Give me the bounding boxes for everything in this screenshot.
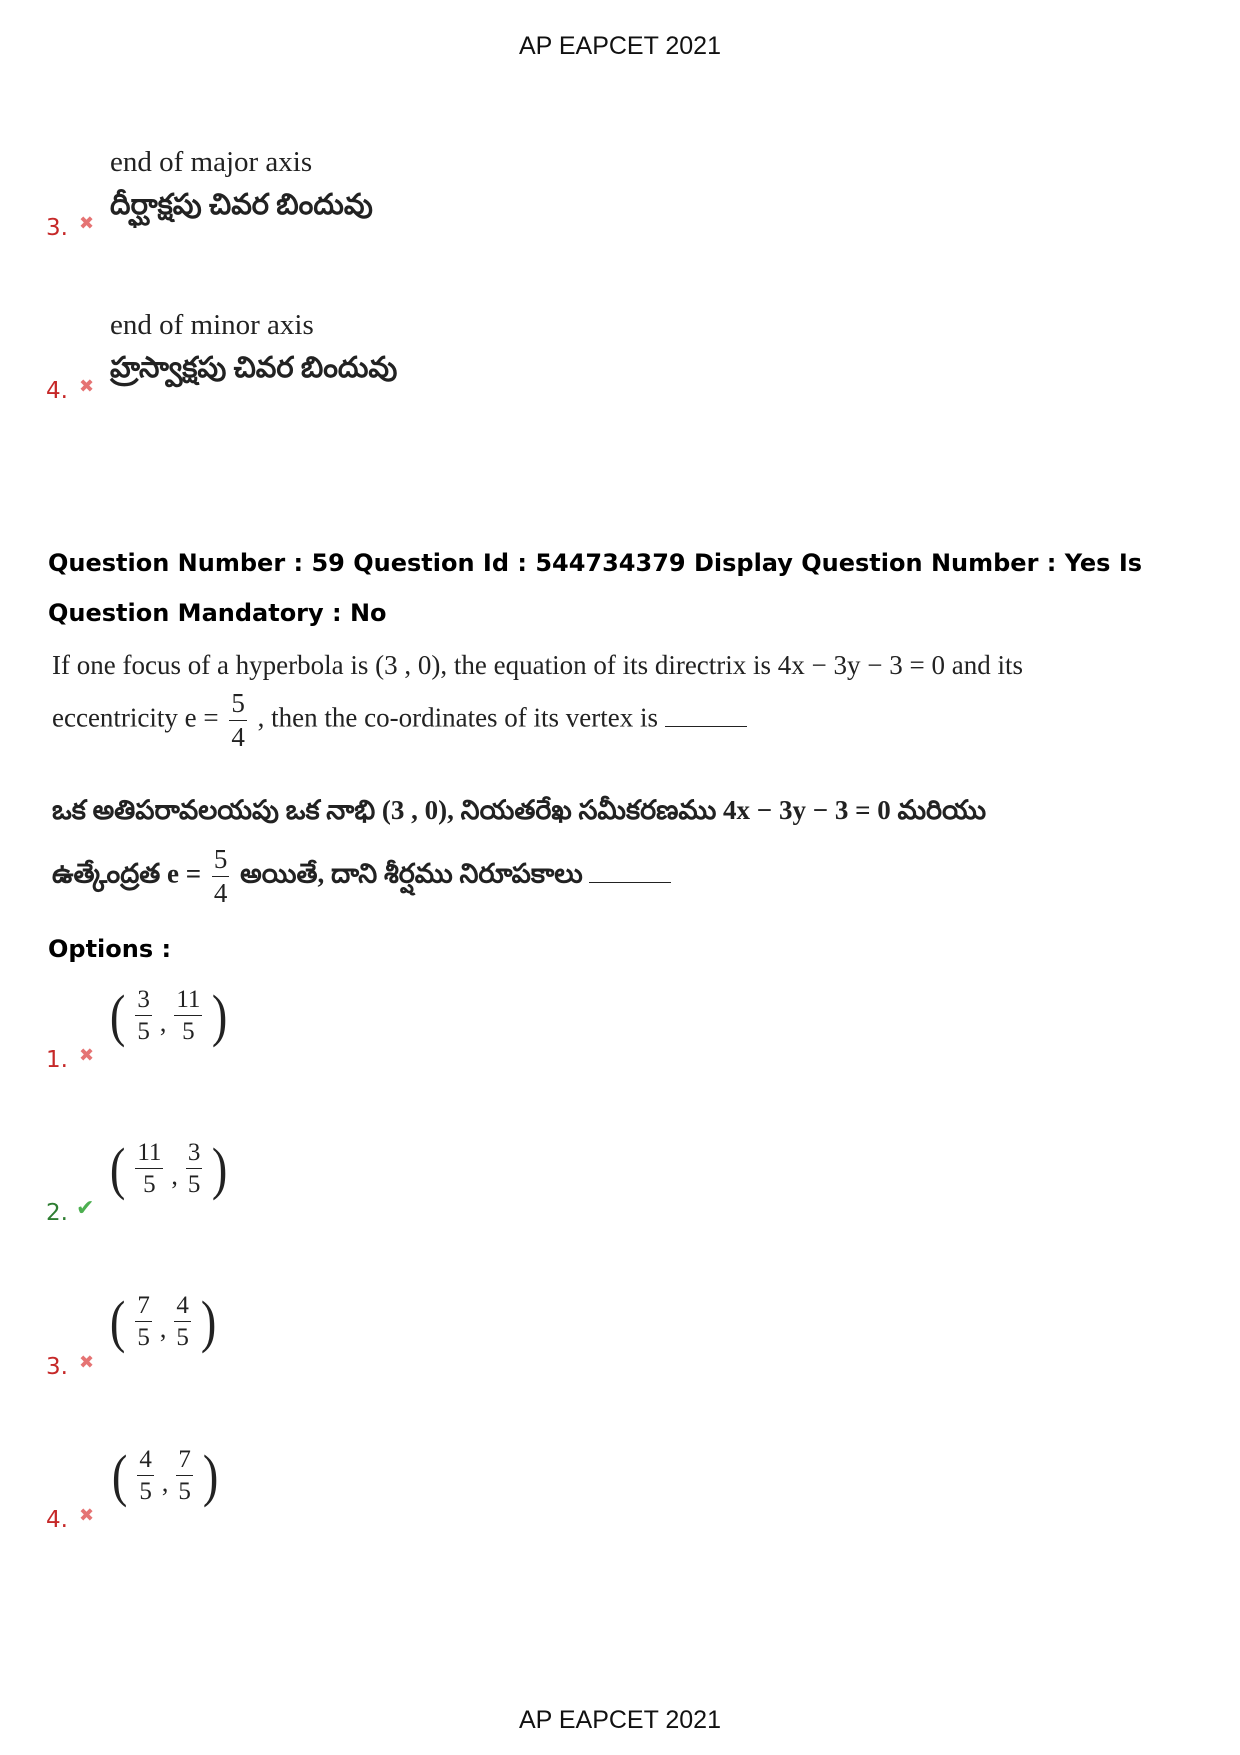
cross-icon: ✖ xyxy=(79,1505,95,1526)
fraction-numerator: 7 xyxy=(176,1447,193,1476)
option-number: 3. xyxy=(46,1354,68,1380)
option-coordinates xyxy=(108,1135,230,1202)
cross-icon: ✖ xyxy=(79,376,95,397)
fraction-numerator: 5 xyxy=(229,690,247,721)
x-fraction xyxy=(135,1140,163,1197)
y-fraction xyxy=(186,1140,203,1197)
fraction-denominator: 5 xyxy=(143,1171,156,1198)
page-footer: AP EAPCET 2021 xyxy=(519,1706,721,1734)
answer-blank xyxy=(665,704,747,727)
answer-blank xyxy=(589,860,671,883)
left-paren: ( xyxy=(109,1136,126,1201)
fraction-numerator: 7 xyxy=(135,1293,152,1322)
cross-icon: ✖ xyxy=(79,1045,95,1066)
fraction-denominator: 4 xyxy=(213,878,228,908)
option-coordinates xyxy=(108,982,230,1049)
x-fraction xyxy=(135,1293,152,1350)
left-paren: ( xyxy=(109,983,126,1048)
fraction-denominator: 5 xyxy=(178,1478,191,1505)
fraction-denominator: 5 xyxy=(176,1324,189,1351)
question-telugu-line-2 xyxy=(52,846,671,907)
right-paren: ) xyxy=(212,1136,228,1201)
y-fraction xyxy=(174,1293,191,1350)
check-icon: ✔ xyxy=(76,1196,95,1221)
fraction-numerator: 4 xyxy=(137,1447,154,1476)
option-number: 4. xyxy=(46,1507,68,1533)
x-fraction xyxy=(137,1447,154,1504)
question-telugu-line-1: ఒక అతిపరావలయపు ఒక నాభి (3 , 0), నియతరేఖ సమీకరణము 4x − 3y − 3 = 0 మరియు xyxy=(52,795,987,825)
y-fraction xyxy=(176,1447,193,1504)
eccentricity-fraction xyxy=(229,690,247,751)
option-number: 1. xyxy=(46,1047,68,1073)
left-paren: ( xyxy=(109,1289,126,1354)
options-label: Options : xyxy=(48,935,172,963)
x-fraction xyxy=(135,987,152,1044)
fraction-numerator: 5 xyxy=(212,846,230,877)
fraction-numerator: 11 xyxy=(174,987,202,1016)
question-english-line-2 xyxy=(52,690,747,751)
fraction-denominator: 5 xyxy=(139,1478,152,1505)
eccentricity-label: eccentricity e = xyxy=(52,702,219,733)
question-meta: Question Number : 59 Question Id : 544734379 Display Question Number : Yes Is Question Mandatory : No xyxy=(48,549,1143,627)
y-fraction xyxy=(174,987,202,1044)
cross-icon: ✖ xyxy=(79,213,95,234)
option-english-text: end of major axis xyxy=(110,146,313,178)
fraction-numerator: 3 xyxy=(135,987,152,1016)
fraction-denominator: 5 xyxy=(137,1018,150,1045)
option-telugu-text: దీర్ఘాక్షపు చివర బిందువు xyxy=(110,189,373,221)
comma: , xyxy=(159,1007,167,1037)
right-paren: ) xyxy=(202,1443,219,1508)
question-english-tail: , then the co-ordinates of its vertex is xyxy=(257,702,659,733)
option-coordinates xyxy=(110,1442,220,1509)
fraction-numerator: 11 xyxy=(135,1140,163,1169)
left-paren: ( xyxy=(111,1443,128,1508)
option-telugu-text: హ్రస్వాక్షపు చివర బిందువు xyxy=(110,352,398,384)
option-number: 3. xyxy=(46,215,68,241)
page-header: AP EAPCET 2021 xyxy=(519,32,721,60)
question-english-line-1: If one focus of a hyperbola is (3 , 0), the equation of its directrix is 4x − 3y − 3 = 0 and its xyxy=(52,650,1023,680)
question-telugu-tail: అయితే, దాని శీర్షము నిరూపకాలు xyxy=(240,858,583,889)
option-english-text: end of minor axis xyxy=(110,309,314,341)
comma: , xyxy=(171,1160,178,1190)
fraction-denominator: 5 xyxy=(137,1324,150,1351)
cross-icon: ✖ xyxy=(79,1352,95,1373)
right-paren: ) xyxy=(200,1289,217,1354)
option-number: 4. xyxy=(46,378,68,404)
fraction-numerator: 3 xyxy=(186,1140,203,1169)
right-paren: ) xyxy=(212,983,228,1048)
comma: , xyxy=(159,1313,167,1343)
fraction-denominator: 5 xyxy=(187,1171,201,1198)
eccentricity-label-telugu: ఉత్కేంద్రత e = xyxy=(52,858,202,889)
comma: , xyxy=(161,1467,169,1497)
fraction-denominator: 4 xyxy=(231,722,245,752)
option-number: 2. xyxy=(46,1200,68,1226)
fraction-numerator: 4 xyxy=(174,1293,191,1322)
option-coordinates xyxy=(108,1288,218,1355)
fraction-denominator: 5 xyxy=(182,1018,195,1045)
eccentricity-fraction xyxy=(212,846,230,907)
